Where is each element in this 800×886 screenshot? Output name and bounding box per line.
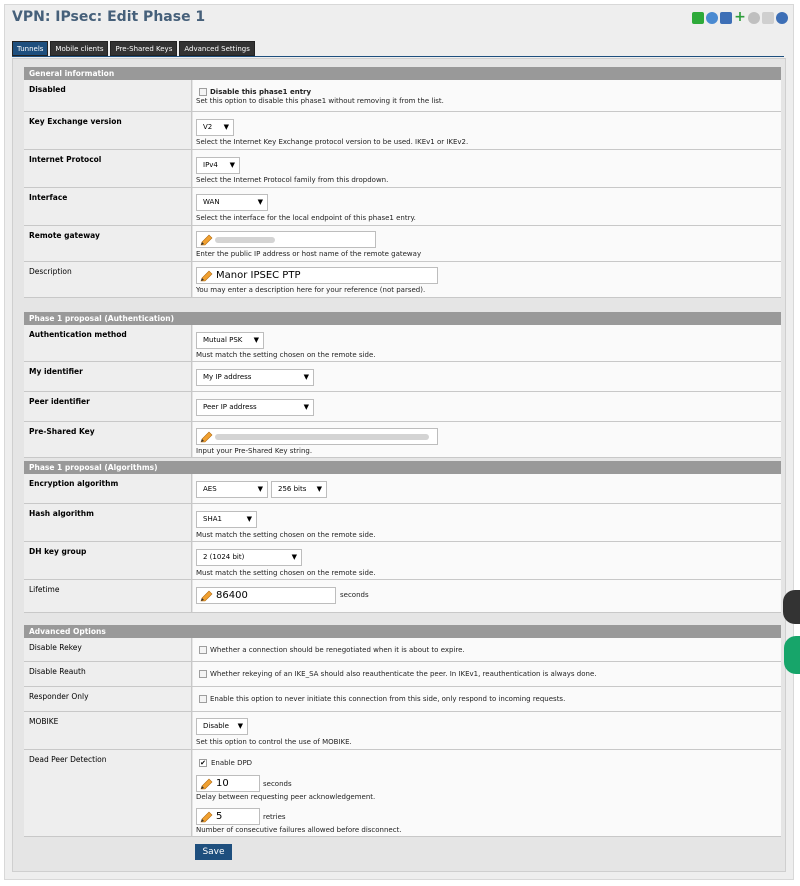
row-mobike [24,712,781,750]
row-interface [24,188,781,226]
label-psk: Pre-Shared Key [24,422,192,457]
responder-only-checkbox[interactable] [199,695,207,703]
pencil-icon [200,270,213,282]
disable-rekey-checkbox[interactable] [199,646,207,654]
section-authentication: Phase 1 proposal (Authentication) [24,312,781,325]
chevron-down-icon: ▼ [257,198,263,206]
key-length-select[interactable]: 256 bits ▼ [271,481,327,498]
play-icon[interactable] [692,12,704,24]
stop-icon[interactable] [720,12,732,24]
disable-phase1-label: Disable this phase1 entry [210,88,312,96]
help-psk: Input your Pre-Shared Key string. [196,447,313,455]
dpd-retries-unit: retries [263,813,286,821]
peer-identifier-select[interactable]: Peer IP address ▼ [196,399,314,416]
row-encryption [24,474,781,504]
toolbar-icons [692,9,788,25]
label-description: Description [24,262,192,297]
row-disable-reauth [24,662,781,687]
restart-icon[interactable] [706,12,718,24]
help-dh-group: Must match the setting chosen on the remote side. [196,569,376,577]
chevron-down-icon: ▼ [316,485,322,493]
dpd-retries-input[interactable]: 5 [196,808,260,825]
label-lifetime: Lifetime [24,580,192,612]
help-interface: Select the interface for the local endpoint of this phase1 entry. [196,214,416,222]
pencil-icon [200,778,213,790]
label-disable-reauth: Disable Reauth [24,662,192,686]
chevron-down-icon: ▼ [257,485,263,493]
lifetime-input[interactable]: 86400 [196,587,336,604]
log-icon[interactable] [762,12,774,24]
label-dpd: Dead Peer Detection [24,750,192,836]
floating-chat-button[interactable] [784,636,800,674]
content-panel [12,58,786,872]
redacted-value [215,237,275,243]
hash-algorithm-select[interactable]: SHA1 ▼ [196,511,257,528]
interface-select[interactable]: WAN ▼ [196,194,268,211]
encryption-algorithm-select[interactable]: AES ▼ [196,481,268,498]
label-protocol: Internet Protocol [24,150,192,187]
help-disabled: Set this option to disable this phase1 without removing it from the list. [196,97,444,105]
tab-tunnels[interactable]: Tunnels [12,41,48,56]
my-identifier-select[interactable]: My IP address ▼ [196,369,314,386]
row-psk [24,422,781,458]
help-dpd-delay: Delay between requesting peer acknowledgement. [196,793,376,801]
tab-mobile-clients[interactable]: Mobile clients [50,41,108,56]
enable-dpd-checkbox[interactable]: ✔ [200,759,206,767]
pencil-icon [200,590,213,602]
help-hash: Must match the setting chosen on the remote side. [196,531,376,539]
add-icon[interactable]: + [734,9,746,25]
chevron-down-icon: ▼ [223,123,229,131]
remote-gateway-input[interactable] [196,231,376,248]
chevron-down-icon: ▼ [253,336,259,344]
section-general: General information [24,67,781,80]
disable-rekey-text: Whether a connection should be renegotiated when it is about to expire. [210,646,465,654]
label-encryption: Encryption algorithm [24,474,192,503]
row-peer-identifier [24,392,781,422]
row-key-exchange [24,112,781,150]
description-input[interactable]: Manor IPSEC PTP [196,267,438,284]
row-lifetime [24,580,781,613]
mobike-select[interactable]: Disable ▼ [196,718,248,735]
label-remote-gateway: Remote gateway [24,226,192,261]
label-disabled: Disabled [24,80,192,111]
help-protocol: Select the Internet Protocol family from this dropdown. [196,176,389,184]
tab-pre-shared-keys[interactable]: Pre-Shared Keys [110,41,177,56]
label-key-exchange: Key Exchange version [24,112,192,149]
save-button[interactable]: Save [195,844,232,860]
help-auth-method: Must match the setting chosen on the remote side. [196,351,376,359]
chevron-down-icon: ▼ [303,403,309,411]
tab-advanced-settings[interactable]: Advanced Settings [179,41,255,56]
redacted-value [215,434,429,440]
chevron-down-icon: ▼ [229,161,235,169]
tab-bar [12,41,255,56]
psk-input[interactable] [196,428,438,445]
label-peer-identifier: Peer identifier [24,392,192,421]
lifetime-unit: seconds [340,591,369,599]
responder-only-text: Enable this option to never initiate this connection from this side, only respond to incoming requests. [210,695,566,703]
help-remote-gateway: Enter the public IP address or host name of the remote gateway [196,250,422,258]
label-hash: Hash algorithm [24,504,192,541]
row-hash [24,504,781,542]
label-my-identifier: My identifier [24,362,192,391]
row-responder-only [24,687,781,712]
label-auth-method: Authentication method [24,325,192,361]
chevron-down-icon: ▼ [303,373,309,381]
dpd-delay-input[interactable]: 10 [196,775,260,792]
row-dpd [24,750,781,837]
disable-reauth-text: Whether rekeying of an IKE_SA should also reauthenticate the peer. In IKEv1, reauthentication is always done. [210,670,597,678]
row-remote-gateway [24,226,781,262]
chevron-down-icon: ▼ [237,722,243,730]
row-protocol [24,150,781,188]
pencil-icon [200,811,213,823]
row-auth-method [24,325,781,362]
auth-method-select[interactable]: Mutual PSK ▼ [196,332,264,349]
label-interface: Interface [24,188,192,225]
disable-reauth-checkbox[interactable] [199,670,207,678]
dpd-delay-unit: seconds [263,780,292,788]
key-exchange-select[interactable]: V2 ▼ [196,119,234,136]
settings-icon[interactable] [748,12,760,24]
help-key-exchange: Select the Internet Key Exchange protocol version to be used. IKEv1 or IKEv2. [196,138,469,146]
row-disable-rekey [24,638,781,662]
help-mobike: Set this option to control the use of MOBIKE. [196,738,352,746]
protocol-select[interactable]: IPv4 ▼ [196,157,240,174]
label-disable-rekey: Disable Rekey [24,638,192,661]
row-dh-group [24,542,781,580]
row-description [24,262,781,298]
pencil-icon [200,234,213,246]
help-icon[interactable] [776,12,788,24]
page-title: VPN: IPsec: Edit Phase 1 [12,9,206,25]
label-dh-group: DH key group [24,542,192,579]
pencil-icon [200,431,213,443]
help-dpd-retries: Number of consecutive failures allowed before disconnect. [196,826,402,834]
section-algorithms: Phase 1 proposal (Algorithms) [24,461,781,474]
disable-phase1-checkbox[interactable] [199,88,207,96]
tab-underline [12,56,784,57]
floating-avatar[interactable] [783,590,800,624]
help-description: You may enter a description here for your reference (not parsed). [196,286,426,294]
row-my-identifier [24,362,781,392]
chevron-down-icon: ▼ [291,553,297,561]
section-advanced: Advanced Options [24,625,781,638]
row-disabled [24,80,781,112]
enable-dpd-label: Enable DPD [211,759,253,767]
label-responder-only: Responder Only [24,687,192,711]
chevron-down-icon: ▼ [246,515,252,523]
label-mobike: MOBIKE [24,712,192,749]
dh-group-select[interactable]: 2 (1024 bit) ▼ [196,549,302,566]
